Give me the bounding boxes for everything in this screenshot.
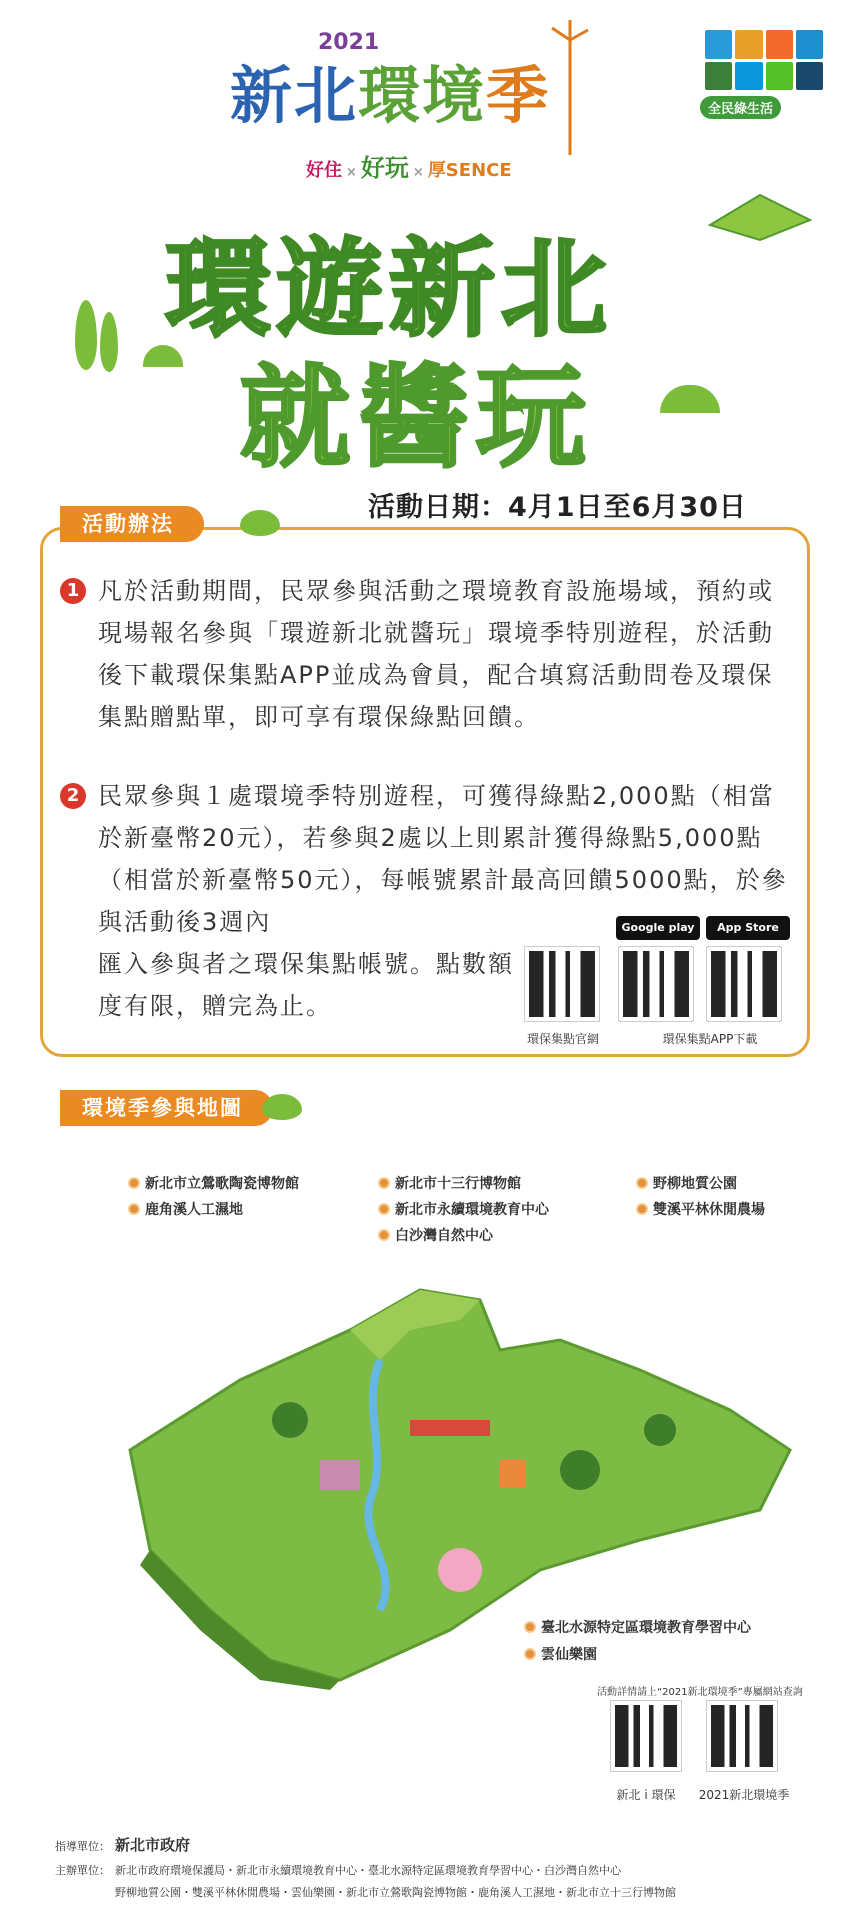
leaf-decoration — [100, 312, 118, 372]
leaf-icon — [240, 510, 280, 536]
leaf-icon — [262, 1094, 302, 1120]
app-store-badge[interactable]: App Store — [706, 916, 790, 940]
guide-org: 新北市政府 — [115, 1836, 191, 1854]
map-label-lujiaoxi-wetland: 鹿角溪人工濕地 — [128, 1199, 243, 1219]
sdg-icons — [705, 30, 823, 90]
map-label-yehliu-geopark: 野柳地質公園 — [636, 1173, 737, 1193]
map-label-shuangxi-farm: 雙溪平林休閒農場 — [636, 1199, 765, 1219]
qr-code-official-site[interactable] — [524, 946, 600, 1022]
event-tagline: 好住 × 好玩 × 厚SENCE — [306, 154, 512, 182]
leaf-decoration — [75, 300, 97, 370]
tagline-live: 好住 — [306, 160, 342, 181]
organizer-line-1: 新北市政府環境保護局・新北市永續環境教育中心・臺北水源特定區環境教育學習中心・白沙灣自然中心 — [115, 1864, 621, 1877]
map-label-shihsanhang-museum: 新北市十三行博物館 — [378, 1173, 521, 1193]
event-logo-title — [230, 46, 550, 135]
map-label-water-source-center: 臺北水源特定區環境教育學習中心 — [524, 1617, 751, 1637]
title-part-3: 季 — [486, 59, 551, 132]
rule-item-2a: 民眾參與１處環境季特別遊程，可獲得綠點2,000點（相當於新臺幣20元），若參與2處以上則累計獲得綠點5,000點（相當於新臺幣50元），每帳號累計最高回饋5000點，於參與活動後3週內 — [98, 782, 788, 936]
item-number-1: 1 — [60, 578, 86, 604]
key-visual-line2: 就醬玩 — [240, 354, 594, 482]
map-label-yunxian-resort: 雲仙樂園 — [524, 1644, 597, 1664]
tagline-sense: 厚SENCE — [427, 160, 512, 181]
event-year: 2021 — [318, 30, 380, 55]
windmill-icon — [540, 20, 600, 160]
leaf-decoration — [660, 385, 720, 413]
qr-caption-ntpc-eco: 新北 i 環保 — [616, 1788, 676, 1802]
qr-caption-official: 環保集點官網 — [526, 1032, 599, 1046]
organizer-line-2: 野柳地質公園・雙溪平林休閒農場・雲仙樂園・新北市立鶯歌陶瓷博物館・鹿角溪人工濕地・新北市立十三行博物館 — [115, 1886, 676, 1899]
event-date: 活動日期：4月1日至6月30日 — [368, 492, 747, 523]
title-part-1: 新北 — [230, 59, 359, 132]
qr-caption-app: 環保集點APP下載 — [662, 1032, 758, 1046]
campaign-badge: 全民綠生活 — [700, 96, 781, 119]
organizer-label: 主辦單位： — [55, 1864, 110, 1877]
qr-code-ntpc-eco[interactable] — [610, 1700, 682, 1772]
map-label-sustainability-center: 新北市永續環境教育中心 — [378, 1199, 549, 1219]
guide-label: 指導單位： — [55, 1840, 110, 1853]
more-info-text: 活動詳情請上“2021新北環境季”專屬網站查詢 — [597, 1687, 803, 1698]
qr-caption-env-season: 2021新北環境季 — [698, 1788, 790, 1802]
map-tab: 環境季參與地圖 — [60, 1090, 273, 1126]
map-label-baishawan-center: 白沙灣自然中心 — [378, 1225, 493, 1245]
google-play-badge[interactable]: Google play — [616, 916, 700, 940]
qr-code-app-android[interactable] — [618, 946, 694, 1022]
key-visual-line1: 環遊新北 — [165, 228, 613, 351]
map-label-yingge-ceramics-museum: 新北市立鶯歌陶瓷博物館 — [128, 1173, 299, 1193]
qr-code-app-ios[interactable] — [706, 946, 782, 1022]
tagline-play: 好玩 — [360, 154, 409, 182]
rules-tab: 活動辦法 — [60, 506, 204, 542]
rule-item-2b: 匯入參與者之環保集點帳號。點數額度有限，贈完為止。 — [98, 950, 514, 1020]
item-number-2: 2 — [60, 783, 86, 809]
title-part-2: 環境 — [358, 59, 487, 132]
rule-item-1: 凡於活動期間，民眾參與活動之環境教育設施場域，預約或現場報名參與「環遊新北就醬玩」環境季特別遊程，於活動後下載環保集點APP並成為會員，配合填寫活動問卷及環保集點贈點單，即可享有環保綠點回饋。 — [98, 577, 774, 731]
qr-code-env-season[interactable] — [706, 1700, 778, 1772]
kite-icon — [700, 185, 820, 255]
